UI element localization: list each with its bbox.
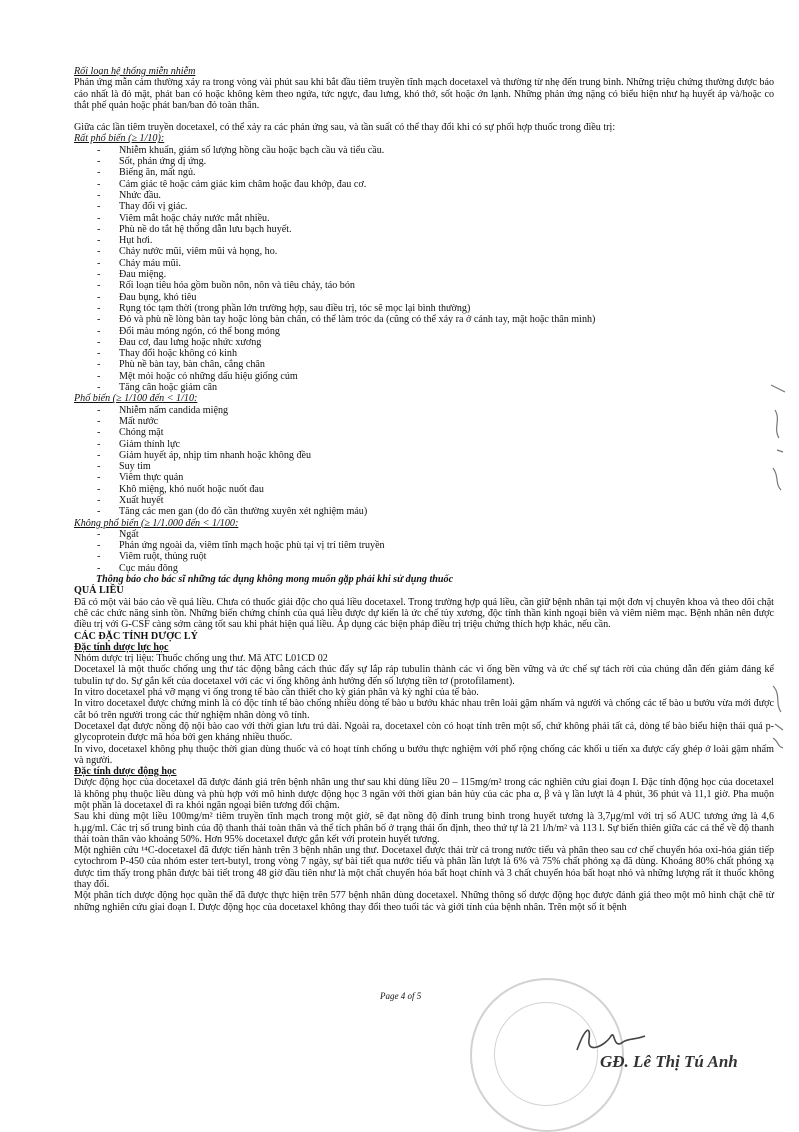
list-item: - Chảy máu mũi. [74, 258, 774, 269]
list-item: - Ngất [74, 529, 774, 540]
page-number: Page 4 of 5 [380, 991, 422, 1001]
pk-paragraph: Một phân tích dược động học quần thể đã được thực hiện trên 577 bệnh nhân dùng docetaxel. Những thông số dược động học được đánh giá theo một mô hình chặt chẽ từ những nghiên cứu giai đoạn I. Dược động học của docetaxel không thay đổi theo tuổi tác và giới tính của bệnh nhân. Trên một số ít bệnh [74, 890, 774, 913]
immune-heading: Rối loạn hệ thống miễn nhiễm [74, 66, 196, 77]
list-item: - Suy tim [74, 461, 774, 472]
intro-text: Giữa các lần tiêm truyền docetaxel, có thể xảy ra các phản ứng sau, và tần suất có thể thay đổi khi có sự phối hợp thuốc trong điều trị: [74, 122, 616, 134]
list-item: - Chảy nước mũi, viêm mũi và họng, ho. [74, 246, 774, 257]
very-common-heading: Rất phổ biến (≥ 1/10): [74, 133, 165, 145]
list-item: - Viêm ruột, thủng ruột [74, 551, 774, 562]
overdose-text: Đã có một vài báo cáo về quá liều. Chưa có thuốc giải độc cho quá liều docetaxel. Trong trường hợp quá liều, cần giữ bệnh nhân tại một đơn vị chuyên khoa và theo dõi chặt chẽ các chức năng sinh tồn. Những biến chứng chính của quá liều được dự kiến là ức chế tủy xương, độc tính thần kinh ngoại biên và viêm niêm mạc. Bệnh nhân nên được điều trị với G-CSF càng sớm càng tốt sau khi phát hiện quá liều. Áp dụng các biện pháp điều trị triệu chứng thích hợp khác, nếu cần. [74, 596, 774, 631]
list-item: - Mất nước [74, 416, 774, 427]
list-item: - Giảm thính lực [74, 439, 774, 450]
list-item: - Nhiễm nấm candida miệng [74, 405, 774, 416]
list-item: - Rối loạn tiêu hóa gồm buồn nôn, nôn và tiêu chảy, táo bón [74, 280, 774, 291]
signer-name: GĐ. Lê Thị Tú Anh [600, 1052, 738, 1071]
immune-text: Phản ứng mẫn cảm thường xảy ra trong vòng vài phút sau khi bắt đầu tiêm truyền tĩnh mạch docetaxel và thường từ nhẹ đến trung bình. Những triệu chứng thường được báo cáo nhất là đỏ mặt, phát ban có hoặc không kèm theo ngứa, tức ngực, đau lưng, khó thở, sốt hoặc ớn lạnh. Những phản ứng nặng có biểu hiện như hạ huyết áp và/hoặc co thắt phế quản hoặc phát ban/ban đỏ toàn thân. [74, 77, 774, 111]
common-list [74, 405, 774, 518]
list-item: - Cục máu đông [74, 563, 774, 574]
pk-heading: Đặc tính dược động học [74, 766, 177, 778]
list-item: - Khô miệng, khó nuốt hoặc nuốt đau [74, 484, 774, 495]
list-item: - Phù nề do tắt hệ thống dẫn lưu bạch huyết. [74, 224, 774, 235]
list-item: - Tăng cân hoặc giảm cân [74, 382, 774, 393]
notice-text: Thông báo cho bác sĩ những tác dụng không mong muốn gặp phải khi sử dụng thuốc [96, 574, 454, 586]
list-item: - Phù nề bàn tay, bàn chân, cẳng chân [74, 359, 774, 370]
list-item: - Đau miệng. [74, 269, 774, 280]
common-heading: Phổ biến (≥ 1/100 đến < 1/10: [74, 393, 198, 405]
list-item: - Mệt mỏi hoặc có những dấu hiệu giống cúm [74, 371, 774, 382]
list-item: - Đổi màu móng ngón, có thể bong móng [74, 326, 774, 337]
list-item: - Đỏ và phù nề lòng bàn tay hoặc lòng bàn chân, có thể làm tróc da (cũng có thể xảy ra ở cánh tay, mặt hoặc thân mình) [74, 314, 774, 325]
margin-handwriting [763, 380, 793, 510]
uncommon-heading: Không phổ biến (≥ 1/1.000 đến < 1/100: [74, 517, 239, 529]
list-item: - Nhiễm khuẩn, giảm số lượng hồng cầu hoặc bạch cầu và tiểu cầu. [74, 145, 774, 156]
pk-paragraph: Sau khi dùng một liều 100mg/m² tiêm truyền tĩnh mạch trong một giờ, sẽ đạt nồng độ đỉnh trung bình trong huyết tương là 3,7μg/ml với trị số AUC tương ứng là 4,6 h.μg/ml. Các trị số trung bình của độ thanh thải toàn thân và thể tích phân bố ở trạng thái ổn định, theo thứ tự là 21 l/h/m² và 113 l. Sự biến thiên giữa các cá thể về độ thanh thải toàn thân vào khoảng 50%. Hơn 95% docetaxel được gắn kết với protein huyết tương. [74, 811, 774, 845]
pd-paragraph: In vivo, docetaxel không phụ thuộc thời gian dùng thuốc và có hoạt tính chống u bướu thực nghiệm với phổ rộng chống các khối u tiến xa được cấy ghép ở loài gậm nhấm và người. [74, 743, 774, 766]
list-item: - Đau bụng, khó tiêu [74, 292, 774, 303]
list-item: - Viêm mắt hoặc chảy nước mắt nhiều. [74, 213, 774, 224]
list-item: - Sốt, phản ứng dị ứng. [74, 156, 774, 167]
pd-paragraph: Docetaxel là một thuốc chống ung thư tác động bằng cách thúc đẩy sự lắp ráp tubulin thành các vi ống bền vững và ức chế sự tách rời của chúng dẫn đến giảm đáng kể tubulin tự do. Sự gắn kết của docetaxel với các vi ống không ảnh hưởng đến số lượng tiền tơ (protofilament). [74, 664, 774, 687]
very-common-list [74, 145, 774, 394]
list-item: - Giảm huyết áp, nhịp tim nhanh hoặc không đều [74, 450, 774, 461]
list-item: - Xuất huyết [74, 495, 774, 506]
list-item: - Thay đổi vị giác. [74, 201, 774, 212]
list-item: - Phản ứng ngoài da, viêm tĩnh mạch hoặc phù tại vị trí tiêm truyền [74, 540, 774, 551]
uncommon-list [74, 529, 774, 574]
pd-paragraph: In vitro docetaxel được chứng minh là có độc tính tế bào chống nhiều dòng tế bào u bướu khác nhau trên loài gậm nhấm và người và chống các tế bào u bướu vừa mới được cắt bỏ trên người trong các thử nghiệm nhân dòng vô tính. [74, 698, 774, 721]
list-item: - Biếng ăn, mất ngủ. [74, 167, 774, 178]
list-item: - Cảm giác tê hoặc cảm giác kim châm hoặc đau khớp, đau cơ. [74, 179, 774, 190]
pd-paragraph: Docetaxel đạt được nồng độ nội bào cao với thời gian lưu trú dài. Ngoài ra, docetaxel còn có hoạt tính trên một số, chứ không phải tất cả, dòng tế bào biểu hiện thái quá p-glycoprotein được mã hóa bởi gen kháng nhiều thuốc. [74, 720, 774, 744]
document-body [74, 66, 774, 913]
pk-paragraph: Dược động học của docetaxel đã được đánh giá trên bệnh nhân ung thư sau khi dùng liều 20 – 115mg/m² trong các nghiên cứu giai đoạn I. Đặc tính động học của docetaxel là không phụ thuộc liều dùng và phù hợp với mô hình dược động học 3 ngăn với thời gian bán hủy của các pha α, β và γ lần lượt là 4 phút, 36 phút và 11,1 giờ. Pha muộn một phần là docetaxel đi ra khỏi ngăn ngoại biên tương đối chậm. [74, 777, 774, 811]
list-item: - Tăng các men gan (do đó cần thường xuyên xét nghiệm máu) [74, 506, 774, 517]
pd-group: Nhóm dược trị liệu: Thuốc chống ung thư. Mã ATC L01CD 02 [74, 653, 328, 665]
list-item: - Rụng tóc tạm thời (trong phần lớn trường hợp, sau điều trị, tóc sẽ mọc lại bình thường) [74, 303, 774, 314]
overdose-heading: QUÁ LIỀU [74, 585, 124, 597]
list-item: - Đau cơ, đau lưng hoặc nhức xương [74, 337, 774, 348]
list-item: - Hụt hơi. [74, 235, 774, 246]
list-item: - Thay đổi hoặc không có kinh [74, 348, 774, 359]
pk-paragraph: Một nghiên cứu ¹⁴C-docetaxel đã được tiến hành trên 3 bệnh nhân ung thư. Docetaxel được thải trừ cả trong nước tiểu và phân theo sau cơ chế chuyển hóa oxi-hóa gián tiếp cytochrom P-450 của nhóm ester tert-butyl, trong vòng 7 ngày, sự bài tiết qua nước tiểu và phân lần lượt là 6% và 75% chất phóng xạ đã dùng. Khoảng 80% chất phóng xạ được tìm thấy trong phân được bài tiết trong 48 giờ đầu tiên như là một chất chuyển hóa bất hoạt chính và 3 chất chuyển hóa bất hoạt nhỏ và những lượng rất ít thuốc không thay đổi. [74, 845, 774, 891]
list-item: - Viêm thực quản [74, 472, 774, 483]
pd-heading: Đặc tính dược lực học [74, 641, 169, 653]
list-item: - Chóng mặt [74, 427, 774, 438]
margin-handwriting [767, 680, 789, 750]
pd-paragraph: In vitro docetaxel phá vỡ mạng vi ống trong tế bào cần thiết cho kỳ gián phân và kỳ nghỉ của tế bào. [74, 687, 479, 699]
list-item: - Nhức đầu. [74, 190, 774, 201]
pharmacology-heading: CÁC ĐẶC TÍNH DƯỢC LÝ [74, 630, 198, 642]
